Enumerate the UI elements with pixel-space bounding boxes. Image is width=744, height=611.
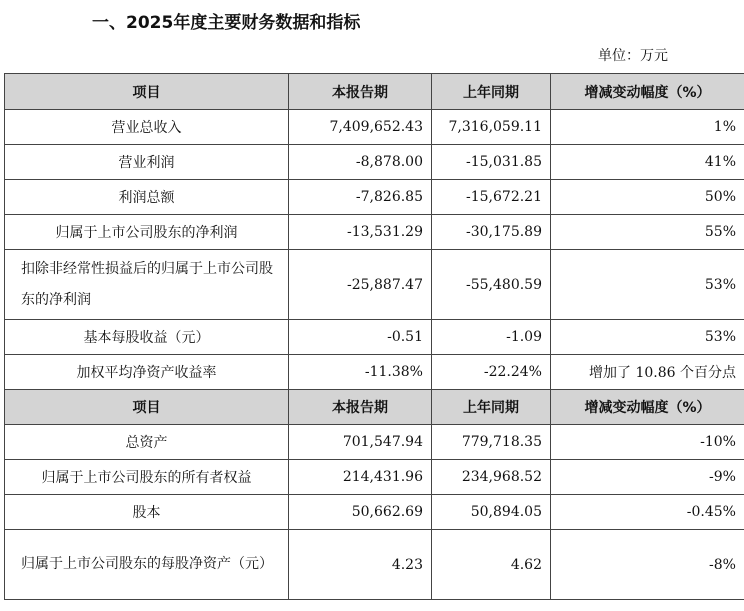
row-item: 营业利润 <box>5 145 289 180</box>
row-prior: 4.62 <box>432 530 551 600</box>
unit-label: 单位：万元 <box>598 48 668 64</box>
table-row <box>5 495 744 530</box>
table-row <box>5 425 744 460</box>
table-row <box>5 180 744 215</box>
row-change: -10% <box>551 425 744 460</box>
table-row <box>5 250 744 320</box>
row-current: -7,826.85 <box>289 180 432 215</box>
row-prior: -15,672.21 <box>432 180 551 215</box>
row-item: 营业总收入 <box>5 110 289 145</box>
row-change: 53% <box>551 250 744 320</box>
header-item: 项目 <box>5 390 289 425</box>
row-prior: -15,031.85 <box>432 145 551 180</box>
row-current: 701,547.94 <box>289 425 432 460</box>
row-change: 53% <box>551 320 744 355</box>
table-header-row <box>5 74 744 110</box>
table-row <box>5 355 744 390</box>
row-current: 214,431.96 <box>289 460 432 495</box>
row-change: -9% <box>551 460 744 495</box>
header-prior-period: 上年同期 <box>432 390 551 425</box>
row-prior: -30,175.89 <box>432 215 551 250</box>
row-item: 股本 <box>5 495 289 530</box>
row-item: 归属于上市公司股东的每股净资产（元） <box>5 530 289 600</box>
row-prior: 234,968.52 <box>432 460 551 495</box>
row-item: 归属于上市公司股东的净利润 <box>5 215 289 250</box>
row-prior: 50,894.05 <box>432 495 551 530</box>
row-change: 41% <box>551 145 744 180</box>
header-current-period: 本报告期 <box>289 390 432 425</box>
row-item: 总资产 <box>5 425 289 460</box>
header-prior-period: 上年同期 <box>432 74 551 110</box>
table-row <box>5 460 744 495</box>
row-change: -8% <box>551 530 744 600</box>
row-item: 归属于上市公司股东的所有者权益 <box>5 460 289 495</box>
row-change: -0.45% <box>551 495 744 530</box>
row-change: 50% <box>551 180 744 215</box>
row-current: -25,887.47 <box>289 250 432 320</box>
table-row <box>5 110 744 145</box>
row-prior: -1.09 <box>432 320 551 355</box>
row-prior: 7,316,059.11 <box>432 110 551 145</box>
table-header-row <box>5 390 744 425</box>
row-item: 加权平均净资产收益率 <box>5 355 289 390</box>
row-current: -13,531.29 <box>289 215 432 250</box>
row-change: 增加了 10.86 个百分点 <box>551 355 744 390</box>
row-current: 50,662.69 <box>289 495 432 530</box>
table-row <box>5 215 744 250</box>
header-item: 项目 <box>5 74 289 110</box>
row-prior: -55,480.59 <box>432 250 551 320</box>
header-change: 增减变动幅度（%） <box>551 74 744 110</box>
row-current: -0.51 <box>289 320 432 355</box>
financial-data-table <box>4 73 744 600</box>
table-row <box>5 145 744 180</box>
row-change: 1% <box>551 110 744 145</box>
row-prior: 779,718.35 <box>432 425 551 460</box>
row-current: -11.38% <box>289 355 432 390</box>
row-item: 基本每股收益（元） <box>5 320 289 355</box>
row-change: 55% <box>551 215 744 250</box>
row-item: 利润总额 <box>5 180 289 215</box>
table-row <box>5 320 744 355</box>
row-current: -8,878.00 <box>289 145 432 180</box>
header-change: 增减变动幅度（%） <box>551 390 744 425</box>
row-current: 7,409,652.43 <box>289 110 432 145</box>
row-current: 4.23 <box>289 530 432 600</box>
row-prior: -22.24% <box>432 355 551 390</box>
header-current-period: 本报告期 <box>289 74 432 110</box>
section-title: 一、2025年度主要财务数据和指标 <box>92 13 361 33</box>
table-row <box>5 530 744 600</box>
row-item: 扣除非经常性损益后的归属于上市公司股东的净利润 <box>5 250 289 320</box>
